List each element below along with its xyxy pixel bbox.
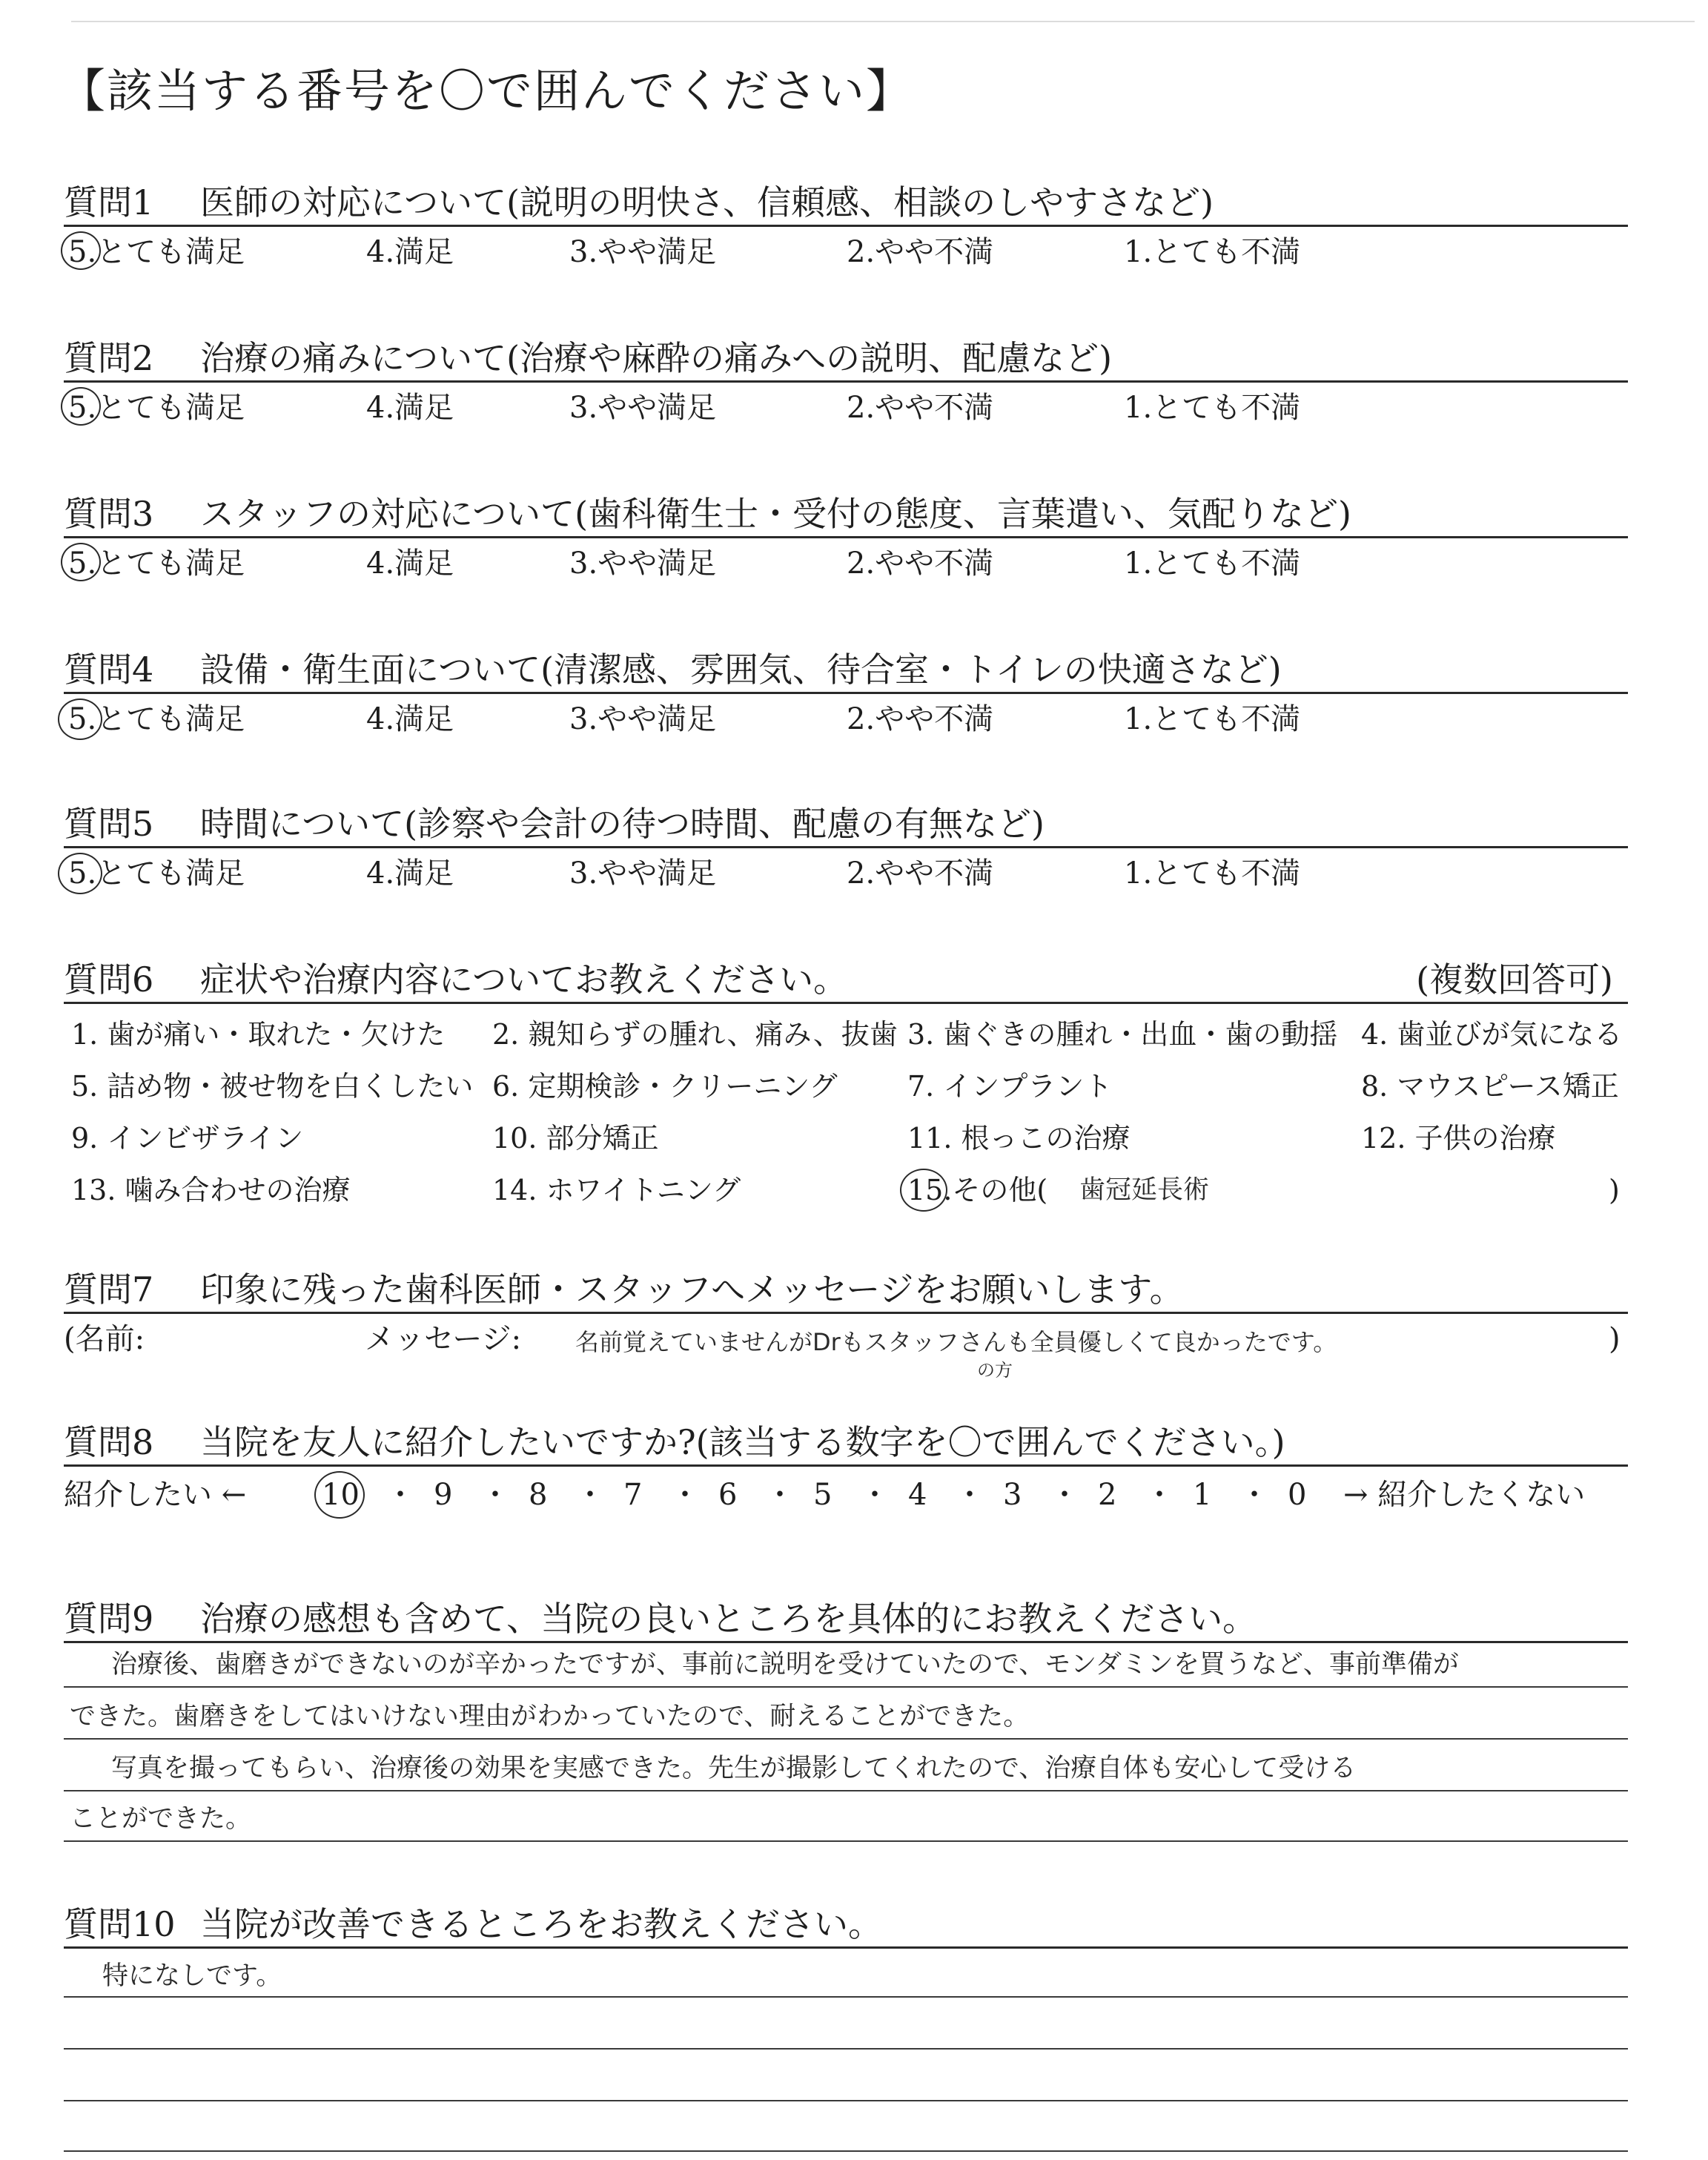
answer-line [64, 2048, 1628, 2050]
question-4 [64, 635, 1628, 694]
question-6-text: 症状や治療内容についてお教えください。 [200, 960, 848, 1000]
q2-option-2[interactable]: 2.やや不満 [847, 391, 994, 425]
question-8-number: 質問8 [64, 1422, 154, 1462]
q7-message-label: メッセージ: [365, 1322, 522, 1356]
q4-option-5[interactable]: 5.とても満足 [68, 702, 245, 736]
q1-option-5[interactable]: 5.とても満足 [68, 235, 245, 269]
q8-score-5[interactable]: 5 [813, 1478, 833, 1512]
q6-option-14[interactable]: 14. ホワイトニング [492, 1174, 741, 1206]
q8-score-4[interactable]: 4 [908, 1478, 927, 1512]
q8-score-3[interactable]: 3 [1003, 1478, 1022, 1512]
question-rule [64, 225, 1628, 227]
q5-option-3[interactable]: 3.やや満足 [569, 856, 717, 891]
q6-option-7[interactable]: 7. インプラント [907, 1070, 1113, 1103]
question-rule [64, 1641, 1628, 1643]
q6-option-2[interactable]: 2. 親知らずの腫れ、痛み、抜歯 [492, 1018, 898, 1051]
q5-option-2[interactable]: 2.やや不満 [847, 856, 994, 891]
question-4-number: 質問4 [64, 650, 154, 690]
q8-score-7[interactable]: 7 [623, 1478, 643, 1512]
question-4-text: 設備・衛生面について(清潔感、雰囲気、待合室・トイレの快適さなど) [200, 650, 1282, 690]
question-7 [64, 1255, 1628, 1314]
q2-option-4[interactable]: 4.満足 [366, 391, 454, 425]
question-rule [64, 846, 1628, 848]
q6-option-3[interactable]: 3. 歯ぐきの腫れ・出血・歯の動揺 [907, 1018, 1338, 1051]
q8-score-10[interactable]: 10 [322, 1478, 360, 1512]
q8-score-9[interactable]: 9 [434, 1478, 453, 1512]
question-3 [64, 479, 1628, 538]
question-5-number: 質問5 [64, 804, 154, 844]
q1-option-3[interactable]: 3.やや満足 [569, 235, 717, 269]
question-9-text: 治療の感想も含めて、当院の良いところを具体的にお教えください。 [200, 1599, 1257, 1639]
q4-option-3[interactable]: 3.やや満足 [569, 702, 717, 736]
question-rule [64, 1946, 1628, 1949]
answer-line [64, 1686, 1628, 1688]
q6-option-6[interactable]: 6. 定期検診・クリーニング [492, 1070, 838, 1103]
q8-separator: ・ [575, 1478, 605, 1512]
q9-answer-line-2[interactable]: できた。歯磨きをしてはいけない理由がわかっていたので、耐えることができた。 [70, 1702, 1030, 1731]
answer-line [64, 1790, 1628, 1791]
q10-answer-line-1[interactable]: 特になしです。 [102, 1961, 282, 1991]
q2-option-5[interactable]: 5.とても満足 [68, 391, 245, 425]
q8-score-1[interactable]: 1 [1193, 1478, 1212, 1512]
q6-other-close-paren: ) [1609, 1174, 1620, 1206]
q3-option-4[interactable]: 4.満足 [366, 546, 454, 581]
top-border [71, 21, 1695, 22]
q8-separator: ・ [1145, 1478, 1174, 1512]
q8-right-label: → 紹介したくない [1343, 1478, 1586, 1512]
q8-separator: ・ [860, 1478, 890, 1512]
question-3-number: 質問3 [64, 494, 154, 534]
q9-answer-line-3[interactable]: 写真を撮ってもらい、治療後の効果を実感できた。先生が撮影してくれたので、治療自体も安心して受ける [111, 1754, 1357, 1783]
q9-answer-line-4[interactable]: ことができた。 [70, 1804, 252, 1834]
question-6 [64, 945, 1628, 1004]
question-rule [64, 1464, 1628, 1467]
q8-score-0[interactable]: 0 [1288, 1478, 1307, 1512]
q8-separator: ・ [385, 1478, 415, 1512]
q6-option-8[interactable]: 8. マウスピース矯正 [1361, 1070, 1619, 1103]
question-rule [64, 380, 1628, 383]
question-rule [64, 536, 1628, 538]
q6-option-13[interactable]: 13. 噛み合わせの治療 [71, 1174, 351, 1206]
question-3-text: スタッフの対応について(歯科衛生士・受付の態度、言葉遣い、気配りなど) [200, 494, 1351, 534]
q8-score-8[interactable]: 8 [529, 1478, 548, 1512]
question-2-text: 治療の痛みについて(治療や麻酔の痛みへの説明、配慮など) [200, 338, 1113, 378]
q4-option-2[interactable]: 2.やや不満 [847, 702, 994, 736]
q7-message-text[interactable]: 名前覚えていませんがDrもスタッフさんも全員優しくて良かったです。 [575, 1328, 1337, 1356]
q9-answer-line-1[interactable]: 治療後、歯磨きができないのが辛かったですが、事前に説明を受けていたので、モンダミンを買うなど、事前準備が [111, 1650, 1459, 1680]
q1-option-1[interactable]: 1.とても不満 [1124, 235, 1301, 269]
form-heading: 【該当する番号を〇で囲んでください】 [59, 64, 914, 118]
question-7-text: 印象に残った歯科医師・スタッフへメッセージをお願いします。 [200, 1269, 1184, 1309]
q3-option-1[interactable]: 1.とても不満 [1124, 546, 1301, 581]
q6-option-1[interactable]: 1. 歯が痛い・取れた・欠けた [71, 1018, 446, 1051]
q8-score-6[interactable]: 6 [718, 1478, 738, 1512]
q4-option-4[interactable]: 4.満足 [366, 702, 454, 736]
q8-separator: ・ [765, 1478, 795, 1512]
q6-option-9[interactable]: 9. インビザライン [71, 1122, 304, 1155]
q1-option-2[interactable]: 2.やや不満 [847, 235, 994, 269]
question-6-number: 質問6 [64, 960, 154, 1000]
q8-separator: ・ [670, 1478, 700, 1512]
question-2 [64, 323, 1628, 383]
question-1-text: 医師の対応について(説明の明快さ、信頼感、相談のしやすさなど) [200, 182, 1214, 222]
q5-option-4[interactable]: 4.満足 [366, 856, 454, 891]
answer-line [64, 2100, 1628, 2101]
question-5 [64, 789, 1628, 848]
q3-option-2[interactable]: 2.やや不満 [847, 546, 994, 581]
question-1 [64, 168, 1628, 227]
q3-option-5[interactable]: 5.とても満足 [68, 546, 245, 581]
q7-close-paren: ) [1609, 1322, 1621, 1356]
q3-option-3[interactable]: 3.やや満足 [569, 546, 717, 581]
q8-separator: ・ [1050, 1478, 1079, 1512]
answer-line [64, 1840, 1628, 1842]
question-5-text: 時間について(診察や会計の待つ時間、配慮の有無など) [200, 804, 1045, 844]
q7-message-insert: の方 [977, 1360, 1013, 1381]
question-1-number: 質問1 [64, 182, 154, 222]
question-8-text: 当院を友人に紹介したいですか?(該当する数字を〇で囲んでください。) [200, 1422, 1285, 1462]
q5-option-5[interactable]: 5.とても満足 [68, 856, 245, 891]
q6-option-11[interactable]: 11. 根っこの治療 [907, 1122, 1131, 1155]
q1-option-4[interactable]: 4.満足 [366, 235, 454, 269]
answer-line [64, 2150, 1628, 2152]
q6-option-12[interactable]: 12. 子供の治療 [1361, 1122, 1556, 1155]
question-9-number: 質問9 [64, 1599, 154, 1639]
question-8 [64, 1407, 1628, 1467]
q6-option-10[interactable]: 10. 部分矯正 [492, 1122, 659, 1155]
question-2-number: 質問2 [64, 338, 154, 378]
q8-separator: ・ [1239, 1478, 1269, 1512]
q4-option-1[interactable]: 1.とても不満 [1124, 702, 1301, 736]
question-rule [64, 1002, 1628, 1004]
q8-separator: ・ [480, 1478, 510, 1512]
question-7-number: 質問7 [64, 1269, 154, 1309]
q6-option-5[interactable]: 5. 詰め物・被せ物を白くしたい [71, 1070, 474, 1103]
question-10 [64, 1889, 1628, 1949]
q2-option-1[interactable]: 1.とても不満 [1124, 391, 1301, 425]
question-rule [64, 692, 1628, 694]
q5-option-1[interactable]: 1.とても不満 [1124, 856, 1301, 891]
q8-separator: ・ [955, 1478, 984, 1512]
q2-option-3[interactable]: 3.やや満足 [569, 391, 717, 425]
question-9 [64, 1584, 1628, 1643]
q7-name-label: (名前: [64, 1322, 145, 1356]
q6-other-answer[interactable]: 歯冠延長術 [1079, 1175, 1210, 1205]
q6-option-15[interactable]: 15.その他( [907, 1174, 1048, 1206]
question-10-text: 当院が改善できるところをお教えください。 [200, 1904, 882, 1944]
multiple-answer-note: (複数回答可) [1416, 960, 1613, 1000]
question-rule [64, 1312, 1628, 1314]
answer-line [64, 1996, 1628, 1998]
q8-score-2[interactable]: 2 [1098, 1478, 1117, 1512]
answer-line [64, 1738, 1628, 1740]
q8-left-label: 紹介したい ← [64, 1478, 247, 1512]
q6-option-4[interactable]: 4. 歯並びが気になる [1361, 1018, 1623, 1051]
question-10-number: 質問10 [64, 1904, 176, 1944]
